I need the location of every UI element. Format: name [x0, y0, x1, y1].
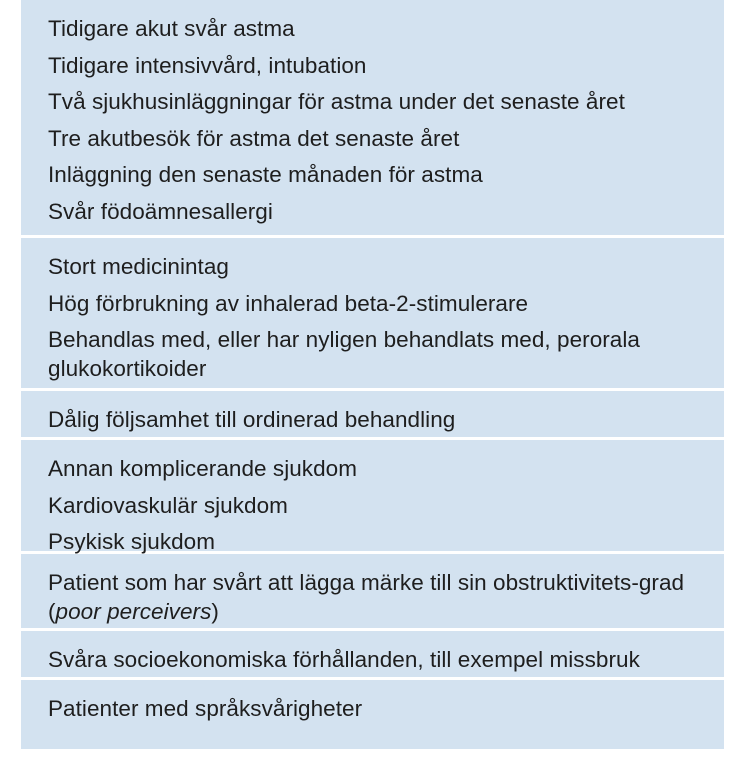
group-prior-severe-asthma: [21, 0, 724, 235]
list-item: [48, 568, 698, 626]
item-text-end: ): [211, 599, 219, 624]
group-comorbidity: [21, 440, 724, 554]
list-item: Patienter med språksvårigheter: [48, 696, 363, 721]
list-item: Svåra socioekonomiska förhållanden, till exempel missbruk: [48, 647, 640, 672]
list-item: Kardiovaskulär sjukdom: [48, 492, 288, 518]
list-item: Hög förbrukning av inhalerad beta-2-stimulerare: [48, 290, 529, 316]
group-medication: [21, 238, 724, 388]
list-item: Två sjukhusinläggningar för astma under det senaste året: [48, 89, 625, 114]
list-item: Tre akutbesök för astma det senaste året: [48, 125, 460, 151]
list-item: Tidigare intensivvård, intubation: [48, 52, 367, 78]
list-item: Annan komplicerande sjukdom: [48, 456, 358, 481]
list-item: Svår födoämnesallergi: [48, 198, 273, 224]
group-language: [21, 680, 724, 749]
list-item: Tidigare akut svår astma: [48, 16, 295, 41]
group-socioeconomic: [21, 631, 724, 677]
group-perception: [21, 554, 724, 628]
list-item: Stort medicinintag: [48, 254, 229, 279]
item-text: Patient som har svårt att lägga märke till sin obstruktivitets-grad (: [48, 570, 685, 624]
list-item: Inläggning den senaste månaden för astma: [48, 162, 483, 187]
list-item: Psykisk sjukdom: [48, 529, 216, 554]
list-item: Dålig följsamhet till ordinerad behandling: [48, 407, 456, 432]
item-italic-term: poor perceivers: [55, 599, 212, 624]
risk-factor-table: [21, 0, 724, 752]
group-adherence: [21, 391, 724, 437]
list-item: Behandlas med, eller har nyligen behandlats med, perorala glukokortikoider: [48, 327, 640, 381]
